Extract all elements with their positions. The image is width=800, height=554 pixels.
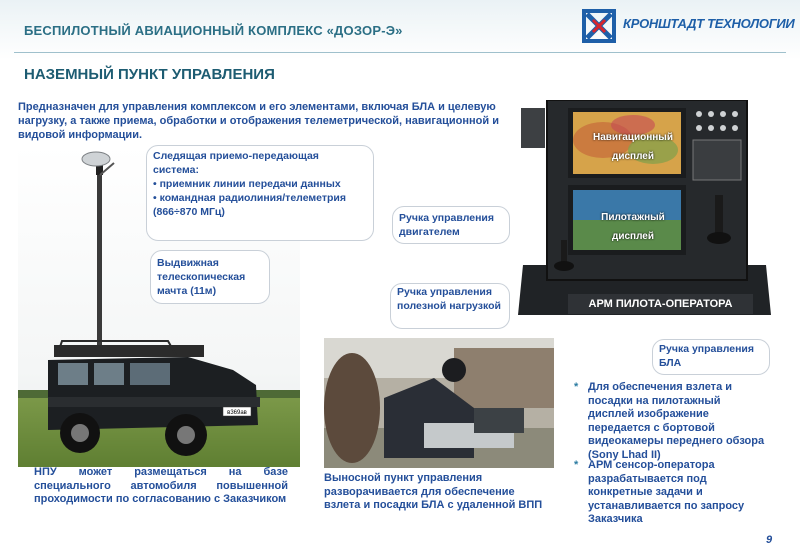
- page-title: НАЗЕМНЫЙ ПУНКТ УПРАВЛЕНИЯ: [24, 66, 275, 83]
- engine-handle-callout: Ручка управления двигателем: [392, 206, 510, 244]
- payload-handle-callout: Ручка управления полезной нагрузкой: [390, 283, 510, 329]
- bullet-sensor-text: АРМ сенсор-оператора разрабатывается под конкретные задачи и устанавливается по запросу Заказчика: [588, 459, 745, 525]
- tracking-system-callout: [146, 145, 374, 241]
- npu-caption: НПУ может размещаться на базе специального автомобиля повышенной проходимости по согласованию с Заказчиком: [34, 466, 288, 505]
- intro-text: Предназначен для управления комплексом и его элементами, включая БЛА и целевую нагрузку, а также приема, обработки и отображения телеметрической, навигационной и видовой информации.: [18, 101, 499, 141]
- tracking-item-receiver: • приемник линии передачи данных: [153, 178, 341, 190]
- mast-callout: Выдвижная телескопическая мачта (11м): [150, 250, 270, 304]
- nav-display-label: Навигационный дисплей: [593, 132, 673, 162]
- header-title: БЕСПИЛОТНЫЙ АВИАЦИОННЫЙ КОМПЛЕКС «ДОЗОР-Э»: [24, 23, 403, 38]
- bullet-camera-text: Для обеспечения взлета и посадки на пилотажный дисплей изображение передается с бортовой видеокамеры переднего обзора (Sony Lhad II): [588, 381, 765, 461]
- license-plate: в369ав: [227, 410, 247, 416]
- header-divider: [14, 52, 786, 53]
- remote-point-caption: Выносной пункт управления разворачивается для обеспечение взлета и посадки БЛА с удаленной ВПП: [324, 472, 543, 511]
- bullet-sensor-operator: [574, 459, 768, 527]
- kronshtadt-logo-icon: [581, 8, 617, 44]
- workstation-label: АРМ ПИЛОТА-ОПЕРАТОРА: [568, 294, 753, 314]
- page-number: 9: [766, 534, 773, 546]
- bullet-marker: *: [574, 459, 579, 471]
- uav-handle-callout: Ручка управления БЛА: [652, 339, 770, 375]
- tracking-system-title: Следящая приемо-передающая система:: [153, 150, 319, 176]
- remote-control-point-photo: [324, 338, 554, 468]
- tracking-item-radiolink: • командная радиолиния/телеметрия (866÷870 МГц): [153, 192, 346, 218]
- bullet-marker: *: [574, 381, 579, 393]
- pilot-workstation-photo: [513, 100, 776, 325]
- bullet-camera: [574, 381, 768, 462]
- pilot-display-label: Пилотажный дисплей: [601, 212, 665, 242]
- slide-header: [0, 0, 800, 60]
- logo-text: КРОНШТАДТ ТЕХНОЛОГИИ: [623, 16, 795, 31]
